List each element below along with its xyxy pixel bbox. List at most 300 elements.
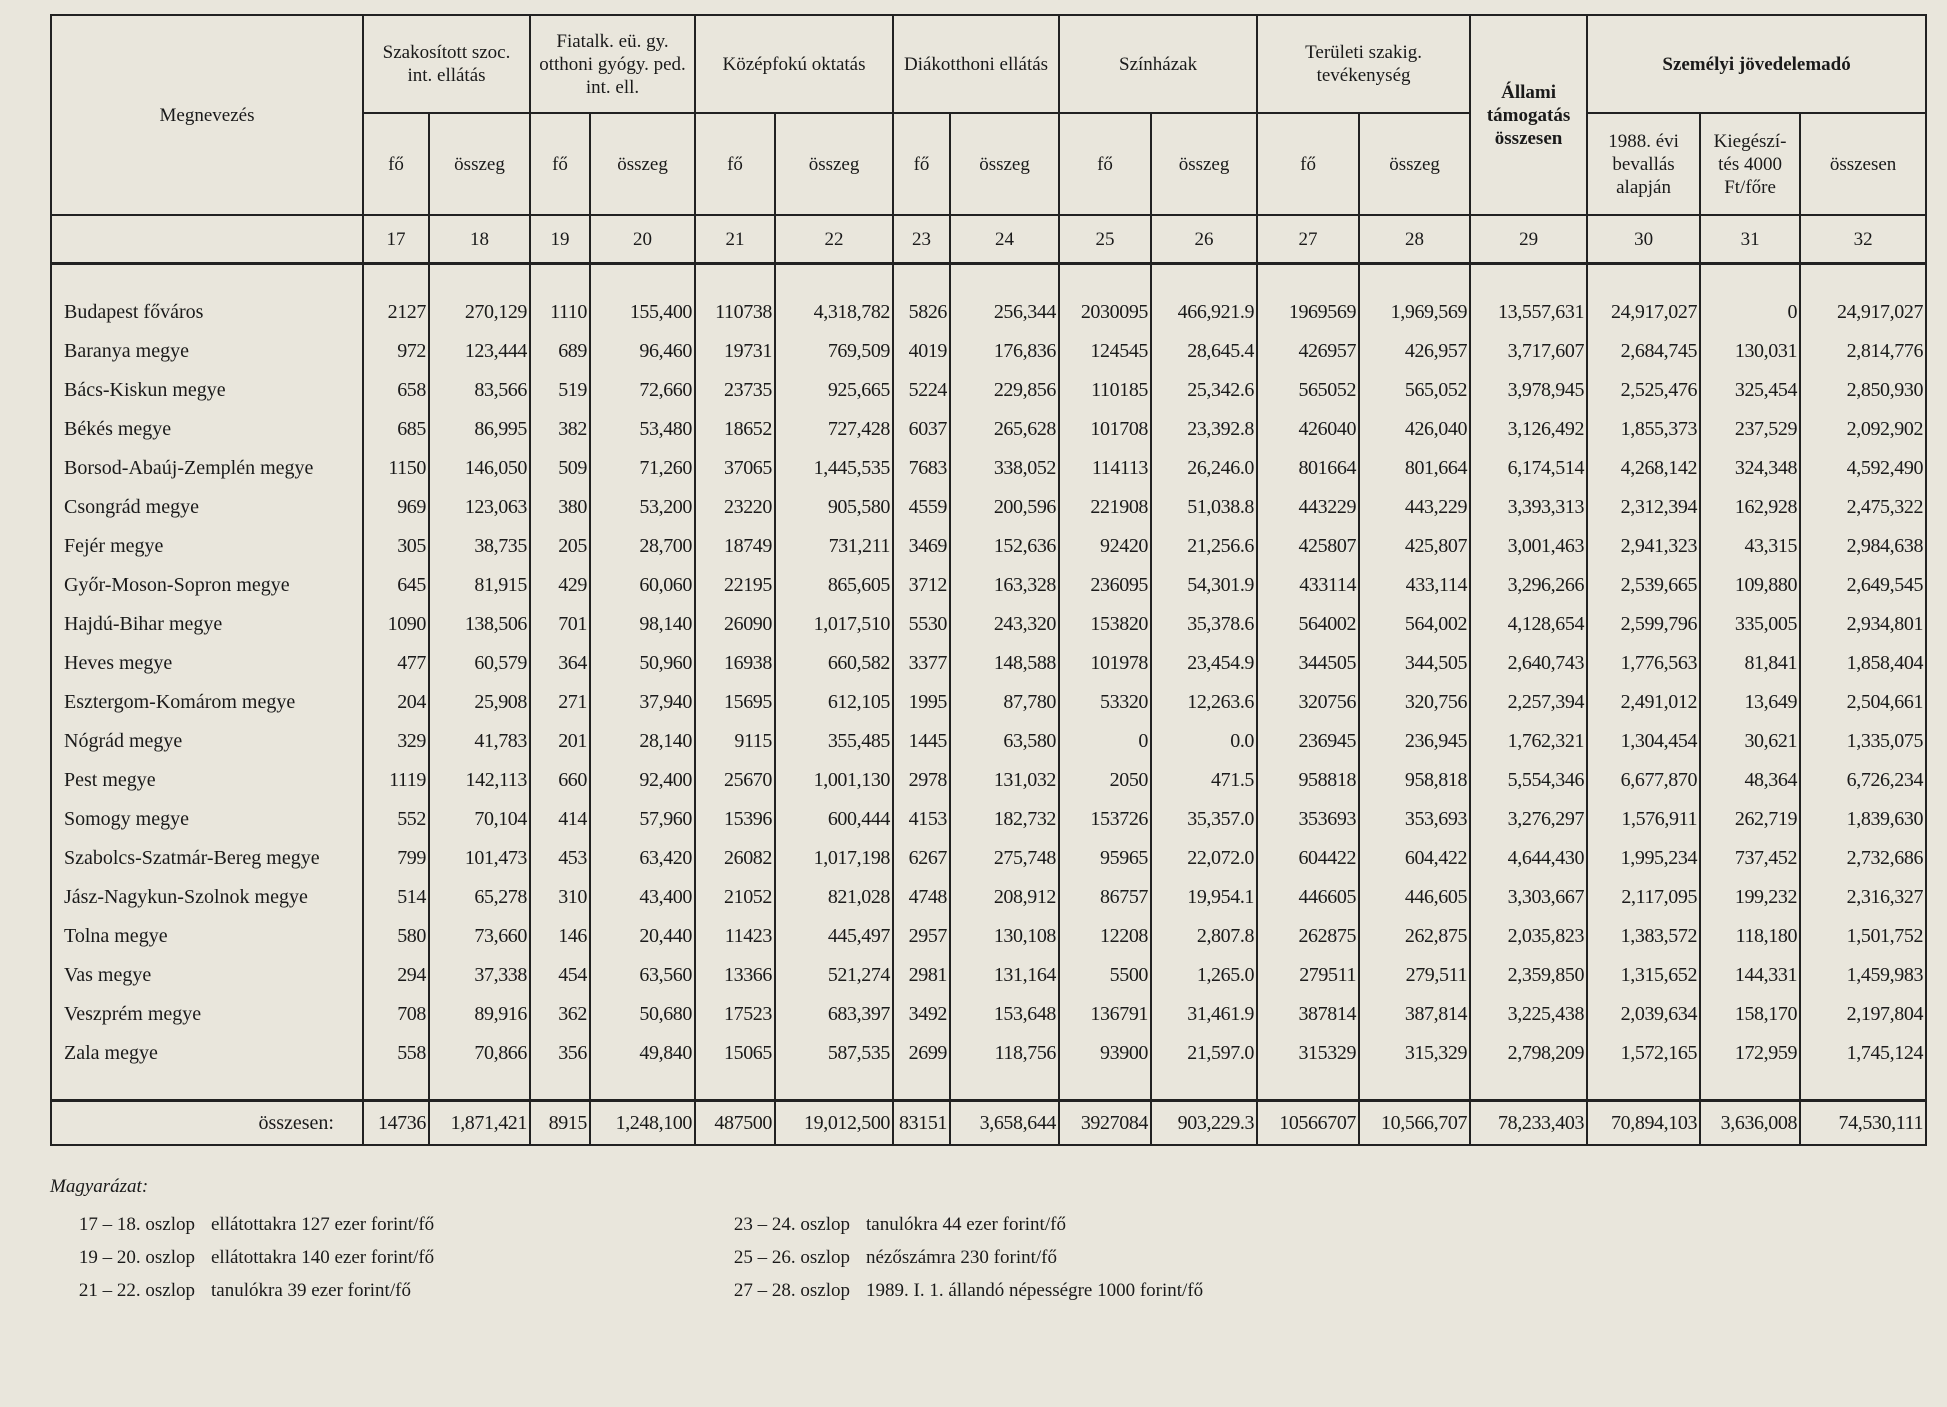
table-cell: 3,296,266 (1470, 566, 1587, 605)
table-cell: 4748 (893, 878, 950, 917)
spacer-cell (429, 264, 530, 294)
table-cell: 433,114 (1359, 566, 1470, 605)
total-label: összesen: (51, 1101, 363, 1146)
table-cell: 426,957 (1359, 332, 1470, 371)
table-cell: 236095 (1059, 566, 1151, 605)
col-number: 24 (950, 215, 1059, 264)
table-cell: 70,866 (429, 1034, 530, 1073)
total-row (51, 1101, 1926, 1146)
table-cell: 445,497 (775, 917, 893, 956)
table-cell: 199,232 (1700, 878, 1800, 917)
table-cell: 13,649 (1700, 683, 1800, 722)
table-cell: 5224 (893, 371, 950, 410)
table-cell: 152,636 (950, 527, 1059, 566)
spacer-cell (1151, 264, 1257, 294)
table-cell: 53,480 (590, 410, 695, 449)
table-body (51, 264, 1926, 1101)
table-cell: 2,814,776 (1800, 332, 1926, 371)
table-cell: 130,031 (1700, 332, 1800, 371)
table-cell: 466,921.9 (1151, 293, 1257, 332)
note-line (705, 1214, 1203, 1247)
notes-section (50, 1176, 1550, 1301)
table-cell: 262875 (1257, 917, 1359, 956)
table-row (51, 839, 1926, 878)
row-name: Borsod-Abaúj-Zemplén megye (51, 449, 363, 488)
table-cell: 1,383,572 (1587, 917, 1700, 956)
total-cell: 10566707 (1257, 1101, 1359, 1146)
table-cell: 324,348 (1700, 449, 1800, 488)
table-cell: 426040 (1257, 410, 1359, 449)
table-cell: 20,440 (590, 917, 695, 956)
table-cell: 380 (530, 488, 590, 527)
table-cell: 3,393,313 (1470, 488, 1587, 527)
table-cell: 98,140 (590, 605, 695, 644)
table-cell: 256,344 (950, 293, 1059, 332)
note-text: tanulókra 44 ezer forint/fő (866, 1214, 1066, 1235)
table-cell: 1,001,130 (775, 761, 893, 800)
table-cell: 425807 (1257, 527, 1359, 566)
table-cell: 31,461.9 (1151, 995, 1257, 1034)
table-cell: 89,916 (429, 995, 530, 1034)
table-cell: 101978 (1059, 644, 1151, 683)
table-cell: 320756 (1257, 683, 1359, 722)
table-cell: 329 (363, 722, 429, 761)
table-cell: 12,263.6 (1151, 683, 1257, 722)
row-name: Tolna megye (51, 917, 363, 956)
table-cell: 325,454 (1700, 371, 1800, 410)
note-columns: 17 – 18. oszlop (78, 1214, 195, 1235)
table-cell: 387,814 (1359, 995, 1470, 1034)
row-name: Békés megye (51, 410, 363, 449)
table-cell: 2,984,638 (1800, 527, 1926, 566)
table-cell: 2,732,686 (1800, 839, 1926, 878)
table-cell: 4,592,490 (1800, 449, 1926, 488)
allocation-table (50, 14, 1927, 1146)
table-cell: 564,002 (1359, 605, 1470, 644)
row-name: Esztergom-Komárom megye (51, 683, 363, 722)
table-row (51, 1034, 1926, 1073)
table-cell: 689 (530, 332, 590, 371)
table-cell: 21,597.0 (1151, 1034, 1257, 1073)
total-cell: 83151 (893, 1101, 950, 1146)
table-cell: 2,684,745 (1587, 332, 1700, 371)
table-cell: 905,580 (775, 488, 893, 527)
table-cell: 138,506 (429, 605, 530, 644)
table-cell: 1,017,198 (775, 839, 893, 878)
spacer-cell (775, 1073, 893, 1101)
table-cell: 35,357.0 (1151, 800, 1257, 839)
note-line (50, 1247, 434, 1280)
notes-title: Magyarázat: (50, 1176, 149, 1197)
table-cell: 454 (530, 956, 590, 995)
table-cell: 49,840 (590, 1034, 695, 1073)
table-cell: 6037 (893, 410, 950, 449)
table-cell: 1,858,404 (1800, 644, 1926, 683)
table-cell: 443229 (1257, 488, 1359, 527)
table-cell: 2,092,902 (1800, 410, 1926, 449)
col-number: 23 (893, 215, 950, 264)
row-name: Fejér megye (51, 527, 363, 566)
table-cell: 685 (363, 410, 429, 449)
table-cell: 73,660 (429, 917, 530, 956)
table-cell: 353,693 (1359, 800, 1470, 839)
header-name: Megnevezés (51, 15, 363, 215)
table-cell: 37,940 (590, 683, 695, 722)
table-cell: 364 (530, 644, 590, 683)
table-cell: 6,174,514 (1470, 449, 1587, 488)
table-cell: 65,278 (429, 878, 530, 917)
table-cell: 2,934,801 (1800, 605, 1926, 644)
table-cell: 130,108 (950, 917, 1059, 956)
table-cell: 5,554,346 (1470, 761, 1587, 800)
table-cell: 48,364 (1700, 761, 1800, 800)
note-columns: 25 – 26. oszlop (733, 1247, 850, 1268)
table-cell: 443,229 (1359, 488, 1470, 527)
table-cell: 310 (530, 878, 590, 917)
table-cell: 25,908 (429, 683, 530, 722)
note-columns: 27 – 28. oszlop (733, 1280, 850, 1301)
col-number: 18 (429, 215, 530, 264)
table-cell: 315,329 (1359, 1034, 1470, 1073)
table-cell: 18652 (695, 410, 775, 449)
spacer-cell (695, 264, 775, 294)
table-cell: 101,473 (429, 839, 530, 878)
table-cell: 50,680 (590, 995, 695, 1034)
col-number: 28 (1359, 215, 1470, 264)
table-cell: 131,164 (950, 956, 1059, 995)
sub-osszeg: összeg (775, 113, 893, 215)
table-cell: 72,660 (590, 371, 695, 410)
table-cell: 15695 (695, 683, 775, 722)
table-cell: 23,454.9 (1151, 644, 1257, 683)
table-cell: 2978 (893, 761, 950, 800)
table-row (51, 644, 1926, 683)
table-cell: 2,941,323 (1587, 527, 1700, 566)
table-cell: 660 (530, 761, 590, 800)
row-name: Pest megye (51, 761, 363, 800)
table-cell: 564002 (1257, 605, 1359, 644)
sub-fo: fő (695, 113, 775, 215)
table-cell: 2,257,394 (1470, 683, 1587, 722)
note-text: nézőszámra 230 forint/fő (866, 1247, 1057, 1268)
table-cell: 587,535 (775, 1034, 893, 1073)
total-cell: 70,894,103 (1587, 1101, 1700, 1146)
row-name: Csongrád megye (51, 488, 363, 527)
table-cell: 15396 (695, 800, 775, 839)
table-cell: 155,400 (590, 293, 695, 332)
table-cell: 236945 (1257, 722, 1359, 761)
notes-left-column (50, 1214, 434, 1313)
table-cell: 645 (363, 566, 429, 605)
table-cell: 471.5 (1151, 761, 1257, 800)
total-cell: 19,012,500 (775, 1101, 893, 1146)
header-row-column-numbers (51, 215, 1926, 264)
row-name: Győr-Moson-Sopron megye (51, 566, 363, 605)
table-cell: 50,960 (590, 644, 695, 683)
table-cell: 54,301.9 (1151, 566, 1257, 605)
note-columns: 21 – 22. oszlop (78, 1280, 195, 1301)
col-number: 30 (1587, 215, 1700, 264)
table-cell: 172,959 (1700, 1034, 1800, 1073)
table-cell: 205 (530, 527, 590, 566)
header-group-szja: Személyi jövedelemadó (1587, 15, 1926, 113)
table-cell: 1119 (363, 761, 429, 800)
table-cell: 12208 (1059, 917, 1151, 956)
table-cell: 92,400 (590, 761, 695, 800)
table-cell: 43,400 (590, 878, 695, 917)
row-name: Somogy megye (51, 800, 363, 839)
table-cell: 30,621 (1700, 722, 1800, 761)
table-cell: 270,129 (429, 293, 530, 332)
table-cell: 425,807 (1359, 527, 1470, 566)
spacer-cell (950, 1073, 1059, 1101)
table-row (51, 293, 1926, 332)
table-cell: 429 (530, 566, 590, 605)
table-cell: 701 (530, 605, 590, 644)
table-cell: 60,060 (590, 566, 695, 605)
sub-osszeg: összeg (429, 113, 530, 215)
sub-fo: fő (363, 113, 429, 215)
table-row (51, 800, 1926, 839)
table-cell: 83,566 (429, 371, 530, 410)
table-cell: 153820 (1059, 605, 1151, 644)
spacer-cell (429, 1073, 530, 1101)
spacer-cell (950, 264, 1059, 294)
spacer-cell (363, 1073, 429, 1101)
spacer-cell (1800, 1073, 1926, 1101)
table-cell: 96,460 (590, 332, 695, 371)
table-cell: 2981 (893, 956, 950, 995)
table-cell: 19,954.1 (1151, 878, 1257, 917)
table-cell: 658 (363, 371, 429, 410)
table-cell: 271 (530, 683, 590, 722)
total-cell: 78,233,403 (1470, 1101, 1587, 1146)
table-row (51, 917, 1926, 956)
table-cell: 21052 (695, 878, 775, 917)
table-cell: 24,917,027 (1587, 293, 1700, 332)
table-cell: 558 (363, 1034, 429, 1073)
table-cell: 338,052 (950, 449, 1059, 488)
table-row (51, 683, 1926, 722)
table-cell: 1,445,535 (775, 449, 893, 488)
table-cell: 70,104 (429, 800, 530, 839)
table-cell: 1969569 (1257, 293, 1359, 332)
table-cell: 2,649,545 (1800, 566, 1926, 605)
spacer-cell (1587, 1073, 1700, 1101)
table-cell: 2699 (893, 1034, 950, 1073)
table-cell: 51,038.8 (1151, 488, 1257, 527)
table-cell: 727,428 (775, 410, 893, 449)
spacer-cell (1800, 264, 1926, 294)
spacer-cell (1470, 264, 1587, 294)
table-cell: 23,392.8 (1151, 410, 1257, 449)
spacer-cell (1059, 264, 1151, 294)
table-cell: 124545 (1059, 332, 1151, 371)
table-cell: 24,917,027 (1800, 293, 1926, 332)
note-columns: 23 – 24. oszlop (733, 1214, 850, 1235)
table-cell: 294 (363, 956, 429, 995)
table-cell: 477 (363, 644, 429, 683)
spacer-cell (893, 264, 950, 294)
table-cell: 60,579 (429, 644, 530, 683)
spacer-cell (1700, 264, 1800, 294)
table-cell: 279,511 (1359, 956, 1470, 995)
table-cell: 660,582 (775, 644, 893, 683)
row-name: Hajdú-Bihar megye (51, 605, 363, 644)
table-cell: 958,818 (1359, 761, 1470, 800)
table-cell: 865,605 (775, 566, 893, 605)
table-cell: 221908 (1059, 488, 1151, 527)
table-cell: 158,170 (1700, 995, 1800, 1034)
table-cell: 737,452 (1700, 839, 1800, 878)
total-cell: 8915 (530, 1101, 590, 1146)
table-cell: 11423 (695, 917, 775, 956)
table-row (51, 371, 1926, 410)
table-cell: 208,912 (950, 878, 1059, 917)
table-cell: 335,005 (1700, 605, 1800, 644)
table-cell: 13366 (695, 956, 775, 995)
spacer-cell (1059, 1073, 1151, 1101)
table-cell: 2,312,394 (1587, 488, 1700, 527)
table-cell: 315329 (1257, 1034, 1359, 1073)
table-cell: 2,798,209 (1470, 1034, 1587, 1073)
table-cell: 18749 (695, 527, 775, 566)
table-cell: 19731 (695, 332, 775, 371)
table-cell: 414 (530, 800, 590, 839)
table-cell: 6267 (893, 839, 950, 878)
table-cell: 2,850,930 (1800, 371, 1926, 410)
table-cell: 201 (530, 722, 590, 761)
table-cell: 1,335,075 (1800, 722, 1926, 761)
table-cell: 3,001,463 (1470, 527, 1587, 566)
col-number: 19 (530, 215, 590, 264)
table-cell: 153,648 (950, 995, 1059, 1034)
table-cell: 25,342.6 (1151, 371, 1257, 410)
table-cell: 71,260 (590, 449, 695, 488)
table-cell: 426957 (1257, 332, 1359, 371)
table-cell: 28,645.4 (1151, 332, 1257, 371)
table-cell: 146 (530, 917, 590, 956)
table-cell: 565052 (1257, 371, 1359, 410)
table-cell: 182,732 (950, 800, 1059, 839)
table-cell: 801,664 (1359, 449, 1470, 488)
table-cell: 1,265.0 (1151, 956, 1257, 995)
row-name: Szabolcs-Szatmár-Bereg megye (51, 839, 363, 878)
table-row (51, 449, 1926, 488)
table-cell: 123,063 (429, 488, 530, 527)
sub-fo: fő (1257, 113, 1359, 215)
table-cell: 16938 (695, 644, 775, 683)
note-line (705, 1247, 1203, 1280)
table-cell: 387814 (1257, 995, 1359, 1034)
header-group-allami: Állami támogatás összesen (1470, 15, 1587, 215)
table-cell: 1,017,510 (775, 605, 893, 644)
col-number: 22 (775, 215, 893, 264)
table-cell: 4,318,782 (775, 293, 893, 332)
table-cell: 4153 (893, 800, 950, 839)
header-group-szak: Szakosított szoc. int. ellátás (363, 15, 530, 113)
table-cell: 1,762,321 (1470, 722, 1587, 761)
table-cell: 2,359,850 (1470, 956, 1587, 995)
note-text: ellátottakra 127 ezer forint/fő (211, 1214, 435, 1235)
table-cell: 17523 (695, 995, 775, 1034)
table-cell: 1,995,234 (1587, 839, 1700, 878)
table-cell: 305 (363, 527, 429, 566)
table-cell: 23735 (695, 371, 775, 410)
table-row (51, 878, 1926, 917)
table-cell: 6,677,870 (1587, 761, 1700, 800)
table-cell: 265,628 (950, 410, 1059, 449)
sub-bevallas: 1988. évi bevallás alapján (1587, 113, 1700, 215)
table-cell: 355,485 (775, 722, 893, 761)
table-cell: 3712 (893, 566, 950, 605)
col-number: 17 (363, 215, 429, 264)
table-cell: 93900 (1059, 1034, 1151, 1073)
table-cell: 144,331 (1700, 956, 1800, 995)
table-cell: 81,915 (429, 566, 530, 605)
table-cell: 28,140 (590, 722, 695, 761)
table-cell: 801664 (1257, 449, 1359, 488)
table-cell: 1995 (893, 683, 950, 722)
header-group-kozep: Középfokú oktatás (695, 15, 893, 113)
row-name: Zala megye (51, 1034, 363, 1073)
spacer-cell (695, 1073, 775, 1101)
notes-right-column (705, 1214, 1203, 1313)
spacer-cell (1151, 1073, 1257, 1101)
table-cell: 200,596 (950, 488, 1059, 527)
table-cell: 2957 (893, 917, 950, 956)
spacer-cell (530, 264, 590, 294)
spacer-cell (1257, 264, 1359, 294)
table-cell: 109,880 (1700, 566, 1800, 605)
table-cell: 153726 (1059, 800, 1151, 839)
table-row (51, 566, 1926, 605)
table-cell: 110185 (1059, 371, 1151, 410)
spacer-cell (893, 1073, 950, 1101)
table-cell: 2,039,634 (1587, 995, 1700, 1034)
table-cell: 101708 (1059, 410, 1151, 449)
table-cell: 123,444 (429, 332, 530, 371)
table-cell: 3469 (893, 527, 950, 566)
table-cell: 1,572,165 (1587, 1034, 1700, 1073)
table-cell: 136791 (1059, 995, 1151, 1034)
table-cell: 3377 (893, 644, 950, 683)
table-cell: 600,444 (775, 800, 893, 839)
table-row (51, 488, 1926, 527)
table-cell: 344,505 (1359, 644, 1470, 683)
note-line (50, 1280, 434, 1313)
table-cell: 162,928 (1700, 488, 1800, 527)
sub-fo: fő (893, 113, 950, 215)
table-cell: 2,640,743 (1470, 644, 1587, 683)
table-cell: 708 (363, 995, 429, 1034)
table-cell: 63,580 (950, 722, 1059, 761)
table-cell: 4,268,142 (1587, 449, 1700, 488)
table-cell: 204 (363, 683, 429, 722)
table-cell: 229,856 (950, 371, 1059, 410)
table-row (51, 332, 1926, 371)
table-cell: 1,776,563 (1587, 644, 1700, 683)
table-cell: 0.0 (1151, 722, 1257, 761)
table-cell: 15065 (695, 1034, 775, 1073)
table-cell: 521,274 (775, 956, 893, 995)
total-cell: 3927084 (1059, 1101, 1151, 1146)
spacer-cell (1470, 1073, 1587, 1101)
header-group-szinhaz: Színházak (1059, 15, 1257, 113)
table-cell: 320,756 (1359, 683, 1470, 722)
note-columns: 19 – 20. oszlop (78, 1247, 195, 1268)
spacer-cell (1257, 1073, 1359, 1101)
